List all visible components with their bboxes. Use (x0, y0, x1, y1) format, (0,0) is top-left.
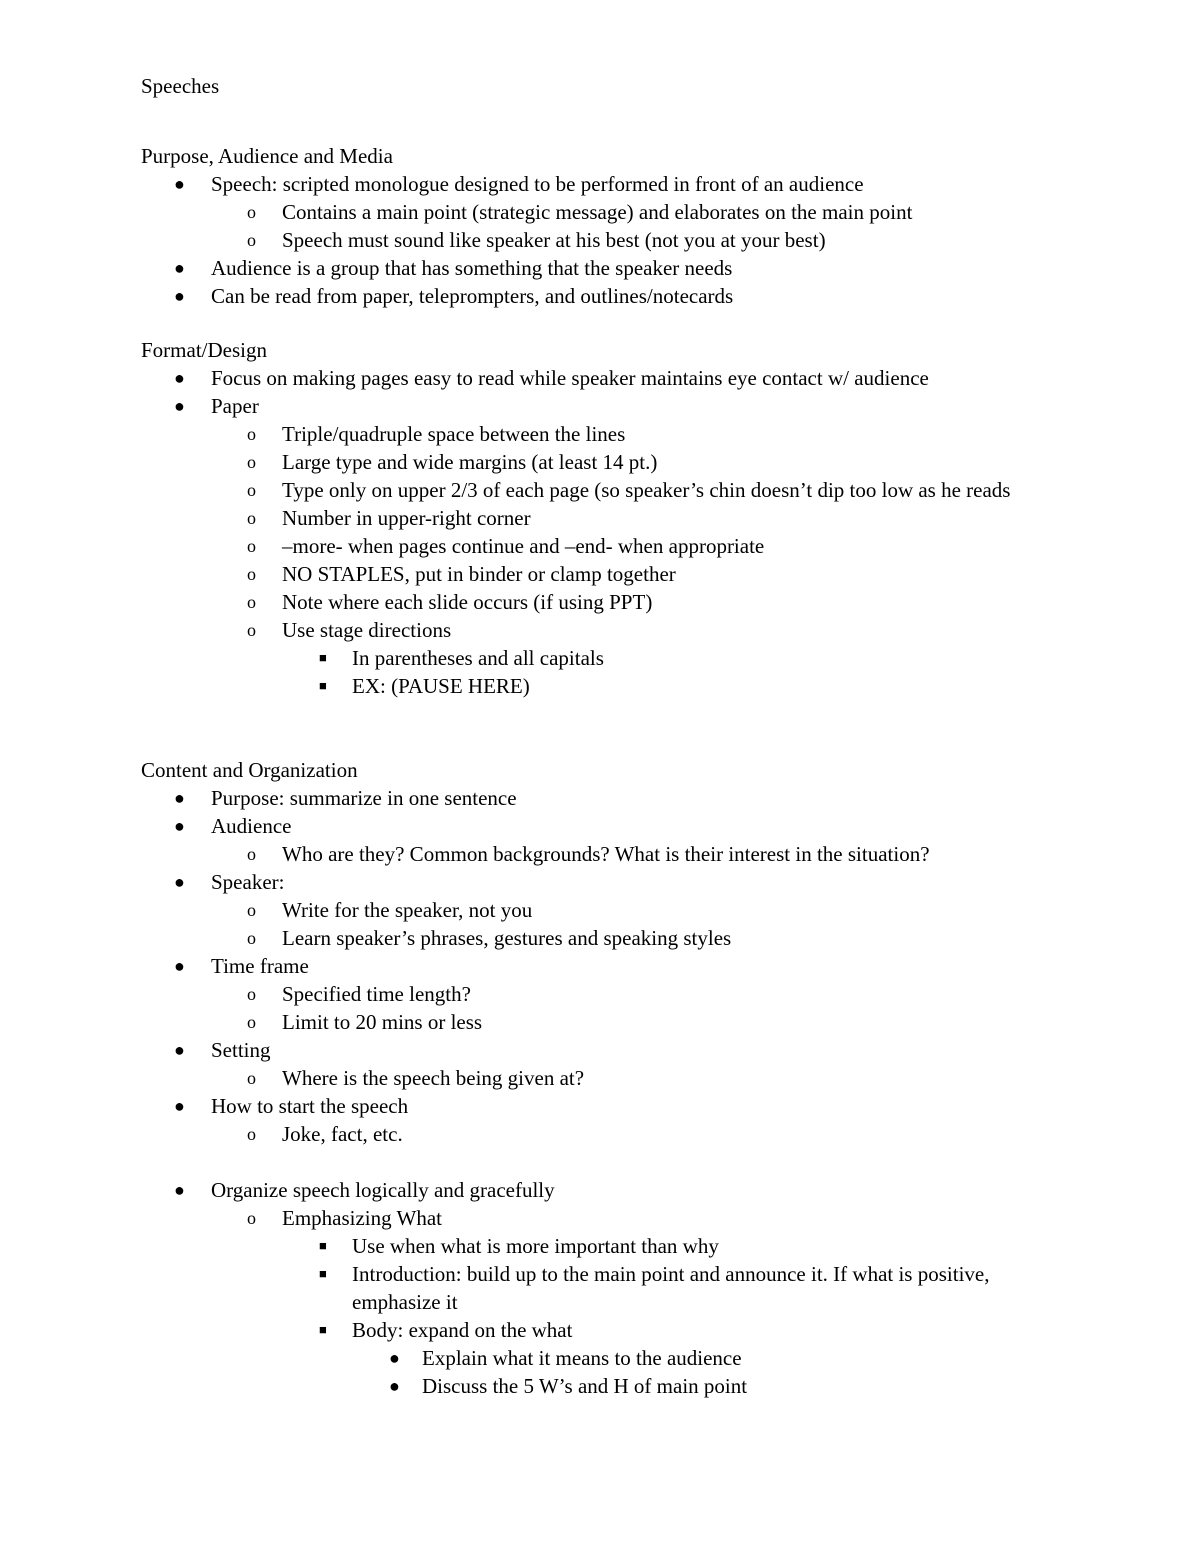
list-item (141, 170, 1060, 254)
list-item (352, 1372, 1060, 1400)
circle-bullet-icon: o (247, 202, 256, 222)
bullet-icon: ● (174, 788, 185, 808)
list-item (211, 840, 1060, 868)
section-format-design (141, 336, 1060, 700)
nested-list (211, 1064, 1060, 1092)
list-item-text: Speaker: (211, 870, 285, 894)
bullet-icon: ● (174, 396, 185, 416)
section-content-organization (141, 756, 1060, 1400)
list-item (211, 896, 1060, 924)
bullet-icon: ● (389, 1348, 400, 1368)
list-item-text: Discuss the 5 W’s and H of main point (422, 1374, 748, 1398)
list-item (141, 282, 1060, 310)
square-bullet-icon: ■ (319, 678, 327, 693)
list-item-text: Type only on upper 2/3 of each page (so speaker’s chin doesn’t dip too low as he reads (282, 478, 1011, 502)
list-item (211, 616, 1060, 700)
list-item (211, 476, 1060, 504)
circle-bullet-icon: o (247, 984, 256, 1004)
bullet-icon: ● (174, 1180, 185, 1200)
list-item (141, 812, 1060, 868)
list-item-text: How to start the speech (211, 1094, 409, 1118)
nested-list (282, 644, 1060, 700)
list-item-text: EX: (PAUSE HERE) (352, 674, 530, 698)
list-item-text: Audience is a group that has something that the speaker needs (211, 256, 733, 280)
list-item-text: Focus on making pages easy to read while speaker maintains eye contact w/ audience (211, 366, 929, 390)
document-title: Speeches (141, 74, 220, 98)
bullet-icon: ● (174, 1096, 185, 1116)
list-item-text: Audience (211, 814, 292, 838)
list-item (211, 1064, 1060, 1092)
list-item-text: NO STAPLES, put in binder or clamp together (282, 562, 676, 586)
list-item-text: In parentheses and all capitals (352, 646, 604, 670)
circle-bullet-icon: o (247, 900, 256, 920)
circle-bullet-icon: o (247, 480, 256, 500)
list-item-text: Time frame (211, 954, 309, 978)
square-bullet-icon: ■ (319, 1266, 327, 1281)
circle-bullet-icon: o (247, 1068, 256, 1088)
circle-bullet-icon: o (247, 1124, 256, 1144)
blank-line (141, 1148, 1060, 1176)
list-item-text: Purpose: summarize in one sentence (211, 786, 517, 810)
list-item-text: –more- when pages continue and –end- when appropriate (282, 534, 765, 558)
list-item (211, 420, 1060, 448)
bullet-list (141, 170, 1060, 310)
square-bullet-icon: ■ (319, 1238, 327, 1253)
circle-bullet-icon: o (247, 928, 256, 948)
list-item-text: Learn speaker’s phrases, gestures and speaking styles (282, 926, 732, 950)
circle-bullet-icon: o (247, 452, 256, 472)
list-item (352, 1344, 1060, 1372)
list-item (141, 952, 1060, 1036)
list-item-text: Organize speech logically and gracefully (211, 1178, 555, 1202)
circle-bullet-icon: o (247, 230, 256, 250)
list-item-text: Speech: scripted monologue designed to be performed in front of an audience (211, 172, 864, 196)
circle-bullet-icon: o (247, 620, 256, 640)
bullet-icon: ● (174, 816, 185, 836)
list-item-text: Use when what is more important than why (352, 1234, 719, 1258)
list-item-text: Speech must sound like speaker at his best (not you at your best) (282, 228, 826, 252)
list-item (141, 1092, 1060, 1148)
list-item-text: Setting (211, 1038, 271, 1062)
list-item-text: Contains a main point (strategic message) and elaborates on the main point (282, 200, 913, 224)
bullet-icon: ● (174, 956, 185, 976)
list-item (211, 448, 1060, 476)
nested-list (211, 1120, 1060, 1148)
circle-bullet-icon: o (247, 844, 256, 864)
nested-list (211, 420, 1060, 700)
list-item-text: Emphasizing What (282, 1206, 442, 1230)
bullet-list (141, 784, 1060, 1400)
list-item-text: Who are they? Common backgrounds? What is their interest in the situation? (282, 842, 930, 866)
nested-list (211, 198, 1060, 254)
list-item (211, 1008, 1060, 1036)
bullet-list (141, 364, 1060, 700)
list-item-text: Triple/quadruple space between the lines (282, 422, 626, 446)
list-item (211, 226, 1060, 254)
list-item (141, 784, 1060, 812)
bullet-icon: ● (174, 286, 185, 306)
circle-bullet-icon: o (247, 508, 256, 528)
list-item (211, 924, 1060, 952)
list-item (141, 1176, 1060, 1400)
list-item (211, 532, 1060, 560)
square-bullet-icon: ■ (319, 650, 327, 665)
list-item (211, 1204, 1060, 1400)
list-item (141, 1036, 1060, 1092)
list-item-text: Limit to 20 mins or less (282, 1010, 483, 1034)
nested-list (211, 896, 1060, 952)
list-item (141, 868, 1060, 952)
list-item-text: Explain what it means to the audience (422, 1346, 742, 1370)
list-item-text: Body: expand on the what (352, 1318, 573, 1342)
circle-bullet-icon: o (247, 564, 256, 584)
circle-bullet-icon: o (247, 592, 256, 612)
list-item-text: Can be read from paper, teleprompters, and outlines/notecards (211, 284, 734, 308)
bullet-icon: ● (174, 872, 185, 892)
circle-bullet-icon: o (247, 1012, 256, 1032)
list-item (141, 392, 1060, 700)
list-item-text: Use stage directions (282, 618, 452, 642)
bullet-icon: ● (174, 368, 185, 388)
list-item (282, 1260, 1060, 1316)
section-heading: Purpose, Audience and Media (141, 144, 393, 168)
nested-list (352, 1344, 1060, 1400)
list-item-text: Where is the speech being given at? (282, 1066, 585, 1090)
square-bullet-icon: ■ (319, 1322, 327, 1337)
list-item (282, 644, 1060, 672)
list-item (211, 198, 1060, 226)
list-item-text: Joke, fact, etc. (282, 1122, 403, 1146)
bullet-icon: ● (174, 258, 185, 278)
nested-list (211, 980, 1060, 1036)
section-heading: Content and Organization (141, 758, 358, 782)
list-item-text: Note where each slide occurs (if using PPT) (282, 590, 653, 614)
bullet-icon: ● (174, 1040, 185, 1060)
list-item (282, 1232, 1060, 1260)
list-item-text: Paper (211, 394, 259, 418)
list-item (141, 254, 1060, 282)
list-item (211, 588, 1060, 616)
list-item (282, 1316, 1060, 1400)
list-item-text: Introduction: build up to the main point and announce it. If what is positive, emphasize it (352, 1262, 990, 1314)
list-item (211, 560, 1060, 588)
list-item-text: Write for the speaker, not you (282, 898, 533, 922)
nested-list (211, 1204, 1060, 1400)
list-item (211, 980, 1060, 1008)
list-item (282, 672, 1060, 700)
bullet-icon: ● (389, 1376, 400, 1396)
circle-bullet-icon: o (247, 424, 256, 444)
nested-list (211, 840, 1060, 868)
nested-list (282, 1232, 1060, 1400)
list-item-text: Large type and wide margins (at least 14 pt.) (282, 450, 658, 474)
section-purpose-audience-media (141, 142, 1060, 310)
section-heading: Format/Design (141, 338, 267, 362)
list-item-text: Number in upper-right corner (282, 506, 531, 530)
circle-bullet-icon: o (247, 1208, 256, 1228)
list-item-text: Specified time length? (282, 982, 471, 1006)
bullet-icon: ● (174, 174, 185, 194)
list-item (211, 1120, 1060, 1148)
circle-bullet-icon: o (247, 536, 256, 556)
list-item (141, 364, 1060, 392)
list-item (211, 504, 1060, 532)
